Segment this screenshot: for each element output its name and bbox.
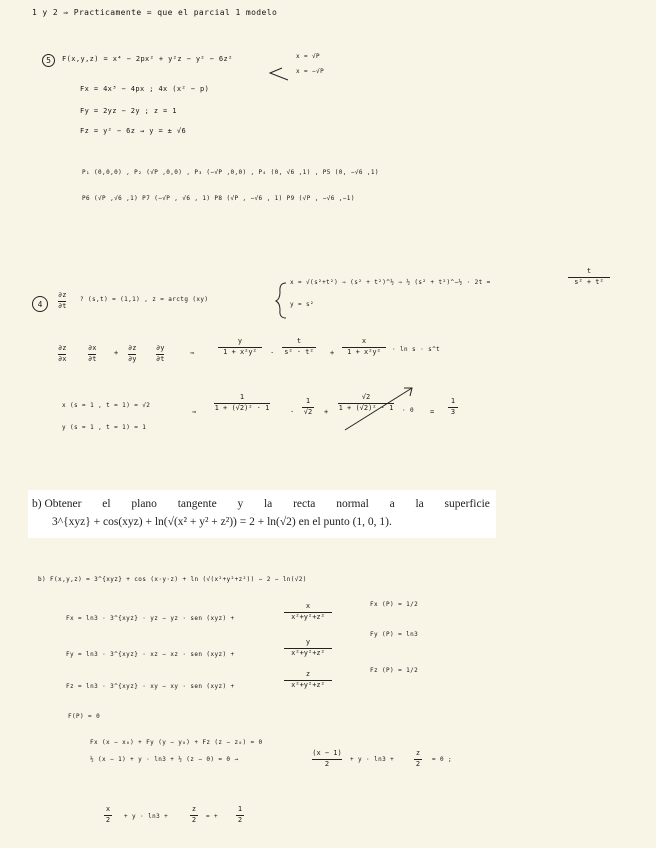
times-dot-2: · xyxy=(290,408,295,416)
p5-function: F(x,y,z) = x⁴ − 2px² + y²z − y² − 6z² xyxy=(62,55,233,63)
chain-term-3: ∂z ∂y xyxy=(128,344,137,363)
chain-term-4: ∂y ∂t xyxy=(156,344,165,363)
p4-question: ? (s,t) = (1,1) , z = arctg (xy) xyxy=(80,296,209,303)
pb-plane-general: Fx (x − x₀) + Fy (y − y₀) + Fz (z − z₀) = 0 xyxy=(90,739,263,746)
pb-function: b) F(x,y,z) = 3^{xyz} + cos (x·y·z) + ln (√(x²+y²+z²)) − 2 − ln(√2) xyxy=(38,576,307,583)
eval-zero: · 0 xyxy=(402,407,415,414)
pb-plane-middle: + y · ln3 + xyxy=(350,756,395,763)
p4-question-fraction: ∂z ∂t xyxy=(58,291,67,310)
p5-branch-a: x = √P xyxy=(296,53,321,60)
p5-branch-b: x = −√P xyxy=(296,68,325,75)
p4-x-definition: x = √(s²+t²) ⇒ (s² + t²)^½ ⇒ ½ (s² + t²)^−½ · 2t = xyxy=(290,279,491,286)
chain-term-1: ∂z ∂x xyxy=(58,344,67,363)
pb-plane-z-fraction: z 2 xyxy=(415,749,421,768)
y-at-point: y (s = 1 , t = 1) = 1 xyxy=(62,424,147,431)
problem-4-number: 4 xyxy=(32,296,48,312)
p5-fz: Fz = y² − 6z → y = ± √6 xyxy=(80,127,187,135)
pb-fz-fraction: z x²+y²+z² xyxy=(284,671,332,689)
chain-result-2: t s² · t² xyxy=(282,338,316,356)
pb-final-result: 1 2 xyxy=(237,805,243,824)
implies-arrow-1: ⇒ xyxy=(190,349,195,357)
pb-fz-value: Fz (P) = 1/2 xyxy=(370,667,419,674)
p5-points-row-2: P6 (√P ,√6 ,1) P7 (−√P , √6 , 1) P8 (√P , −√6 , 1) P9 (√P , −√6 ,−1) xyxy=(82,195,355,202)
pb-plane-end: = 0 ; xyxy=(432,756,453,763)
eval-result: 1 3 xyxy=(448,398,458,416)
printed-problem-statement xyxy=(28,490,496,538)
pb-fy-value: Fy (P) = ln3 xyxy=(370,631,419,638)
chain-term-2: ∂x ∂t xyxy=(88,344,97,363)
p5-points-row-1: P₁ (0,0,0) , P₂ (√P ,0,0) , P₃ (−√P ,0,0) , P₄ (0, √6 ,1) , P5 (0, −√6 ,1) xyxy=(82,169,379,176)
pb-final-middle: + y · ln3 + xyxy=(124,813,169,820)
pb-f-at-point: F(P) = 0 xyxy=(68,713,101,720)
printed-line-1: b) Obtener el plano tangente y la recta normal a la superficie xyxy=(32,498,490,510)
eval-term-1: 1 1 + (√2)² · 1 xyxy=(214,393,270,412)
branch-arrow xyxy=(270,68,288,80)
pb-fx-value: Fx (P) = 1/2 xyxy=(370,601,419,608)
chain-result-3: x 1 + x²y² xyxy=(342,338,386,356)
problem-5-number: 5 xyxy=(42,54,55,67)
printed-line-2: 3^{xyz} + cos(xyz) + ln(√(x² + y² + z²)) = 2 + ln(√2) en el punto (1, 0, 1). xyxy=(52,516,392,528)
pb-final-z-fraction: z 2 xyxy=(191,805,197,824)
plus-sign-2: + xyxy=(324,408,329,416)
chain-tail: · ln s · s^t xyxy=(392,346,441,353)
pb-plane-x-fraction: (x − 1) 2 xyxy=(312,749,342,768)
brace xyxy=(276,283,286,318)
p4-y-definition: y = s² xyxy=(290,301,315,308)
p4-x-derivative-result: t s² + t² xyxy=(568,268,610,286)
equals-sign: = xyxy=(430,408,435,416)
pb-fy: Fy = ln3 · 3^{xyz} · xz − xz · sen (xyz) + xyxy=(66,651,235,658)
pb-final-equals: = + xyxy=(206,813,219,820)
pb-fz: Fz = ln3 · 3^{xyz} · xy − xy · sen (xyz) + xyxy=(66,683,235,690)
eval-middle: 1 √2 xyxy=(303,397,313,416)
pb-plane-substituted: ½ (x − 1) + y · ln3 + ½ (z − 0) = 0 → xyxy=(90,756,239,763)
chain-result-1: y 1 + x²y² xyxy=(218,338,262,356)
intro-note: 1 y 2 ⇒ Practicamente = que el parcial 1 modelo xyxy=(32,8,278,17)
implies-arrow-2: ⇒ xyxy=(192,408,197,416)
chain-plus: + xyxy=(114,349,119,357)
pb-fy-fraction: y x²+y²+z² xyxy=(284,639,332,657)
x-at-point: x (s = 1 , t = 1) = √2 xyxy=(62,402,151,409)
times-dot-1: · xyxy=(270,349,275,357)
pb-fx: Fx = ln3 · 3^{xyz} · yz − yz · sen (xyz) + xyxy=(66,615,235,622)
p5-fx: Fx = 4x³ − 4px ; 4x (x² − p) xyxy=(80,85,210,93)
pb-fx-fraction: x x²+y²+z² xyxy=(284,603,332,621)
pb-final-x-fraction: x 2 xyxy=(105,805,111,824)
eval-term-2: √2 1 + (√2)² · 1 xyxy=(338,393,394,412)
p5-fy: Fy = 2yz − 2y ; z = 1 xyxy=(80,107,177,115)
plus-sign-1: + xyxy=(330,349,335,357)
